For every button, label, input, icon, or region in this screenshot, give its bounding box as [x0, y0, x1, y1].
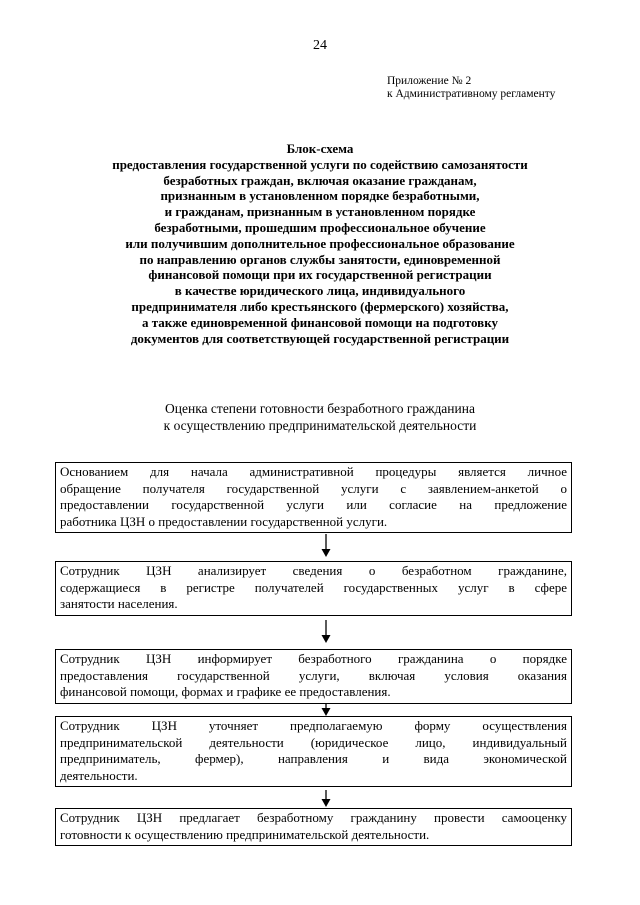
step-text-line: Сотрудник ЦЗН предлагает безработному гражданину провести самооценку	[60, 810, 567, 825]
section-subtitle	[40, 400, 600, 434]
step-text-line: Сотрудник ЦЗН анализирует сведения о безработном гражданине,	[60, 563, 567, 578]
title-line: безработных граждан, включая оказание гражданам,	[163, 172, 477, 188]
step-text-line: Сотрудник ЦЗН информирует безработного гражданина о порядке	[60, 651, 567, 666]
flow-step-3	[55, 649, 572, 704]
step-text-line: финансовой помощи, формах и графике ее предоставления.	[60, 684, 391, 699]
step-text-line: предпринимательской деятельности (юридическое лицо, индивидуальный	[60, 734, 567, 750]
step-text-line: работника ЦЗН о предоставлении государственной услуги.	[60, 513, 388, 529]
appendix-line: Приложение № 2	[387, 75, 472, 87]
flow-arrow-down-icon	[319, 534, 333, 558]
title-line: или получившим дополнительное профессиональное образование	[125, 235, 515, 251]
title-line: безработными, прошедшим профессиональное обучение	[154, 219, 486, 235]
flow-arrow-down-icon	[319, 620, 333, 644]
step-text-line: Основанием для начала административной процедуры является личное	[60, 464, 567, 479]
appendix-note	[387, 75, 627, 101]
title-line: предоставления государственной услуги по содействию самозанятости	[112, 156, 528, 172]
flow-step-2	[55, 561, 572, 616]
step-text-line: предприниматель, фермер), направления и вида экономической	[60, 751, 567, 766]
title-line: а также единовременной финансовой помощи на подготовку	[141, 314, 499, 330]
appendix-line: к Административному регламенту	[387, 88, 556, 100]
step-text-line: предоставления государственной услуги, включая условия оказания	[60, 667, 567, 683]
step-text-line: деятельности.	[60, 767, 138, 783]
title-line: признанным в установленном порядке безработными,	[160, 188, 480, 204]
subtitle-line: к осуществлению предпринимательской деятельности	[163, 418, 477, 433]
subtitle-line: Оценка степени готовности безработного гражданина	[165, 401, 475, 416]
flow-arrow-down-icon	[319, 703, 333, 717]
step-text-line: предоставлении государственной услуги или согласие на предложение	[60, 497, 567, 512]
step-text-line: обращение получателя государственной услуги с заявлением-анкетой о	[60, 480, 567, 496]
flow-step-1	[55, 462, 572, 533]
step-text-line: содержащиеся в регистре получателей государственных услуг в сфере	[60, 579, 567, 595]
title-line: предпринимателя либо крестьянского (фермерского) хозяйства,	[131, 298, 509, 314]
step-text-line: Сотрудник ЦЗН уточняет предполагаемую форму осуществления	[60, 718, 567, 733]
step-text-line: готовности к осуществлению предпринимательской деятельности.	[60, 826, 430, 842]
page-number: 24	[313, 38, 327, 53]
title-line: по направлению органов службы занятости, единовременной	[139, 251, 501, 267]
title-line: в качестве юридического лица, индивидуального	[174, 283, 466, 299]
document-title	[40, 141, 600, 346]
title-line: и гражданам, признанным в установленном порядке	[164, 204, 476, 220]
flow-step-5	[55, 808, 572, 846]
step-text-line: занятости населения.	[60, 596, 178, 611]
flow-arrow-down-icon	[319, 790, 333, 808]
flow-step-4	[55, 716, 572, 787]
title-line: финансовой помощи при их государственной регистрации	[148, 267, 492, 283]
title-line: Блок-схема	[286, 141, 354, 156]
title-line: документов для соответствующей государственной регистрации	[130, 330, 510, 346]
